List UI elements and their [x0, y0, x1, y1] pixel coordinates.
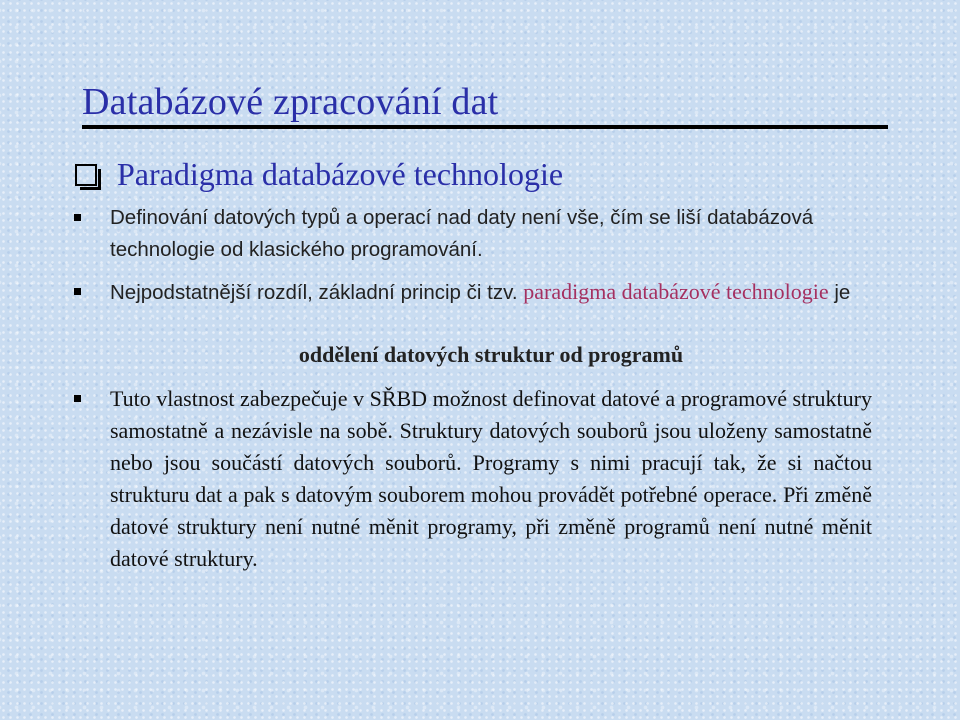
- section-heading-row: [75, 156, 563, 193]
- bullet-text-before: Nejpodstatnější rozdíl, základní princip či tzv.: [110, 281, 524, 304]
- bullet-difference: [110, 276, 872, 309]
- bullet-text: Tuto vlastnost zabezpečuje v SŘBD možnost definovat datové a programové struktury samostatně a nezávisle na sobě. Struktury datových souborů jsou uloženy samostatně nebo jsou součástí datových souborů. Programy s nimi pracují tak, že si načtou strukturu dat a pak s datovým souborem mohou provádět potřebné operace. Při změně datové struktury není nutné měnit programy, při změně programů není nutné měnit datové struktury.: [110, 386, 872, 571]
- slide-title: Databázové zpracování dat: [82, 81, 499, 123]
- bullet-text: Definování datových typů a operací nad daty není vše, čím se liší databázová technologie od klasického programování.: [110, 206, 814, 261]
- bullet-explanation: [110, 383, 872, 575]
- principle-statement: oddělení datových struktur od programů: [298, 342, 684, 367]
- section-heading: Paradigma databázové technologie: [117, 156, 564, 192]
- square-bullet-icon: [74, 395, 81, 402]
- square-bullet-icon: [74, 214, 81, 221]
- paradigm-highlight: paradigma databázové technologie: [523, 279, 829, 304]
- title-underline: [82, 125, 888, 129]
- bullet-text-after: je: [828, 281, 851, 304]
- square-bullet-icon: [74, 288, 81, 295]
- checkbox-bullet-icon: [75, 164, 97, 186]
- bullet-definition: [110, 202, 872, 266]
